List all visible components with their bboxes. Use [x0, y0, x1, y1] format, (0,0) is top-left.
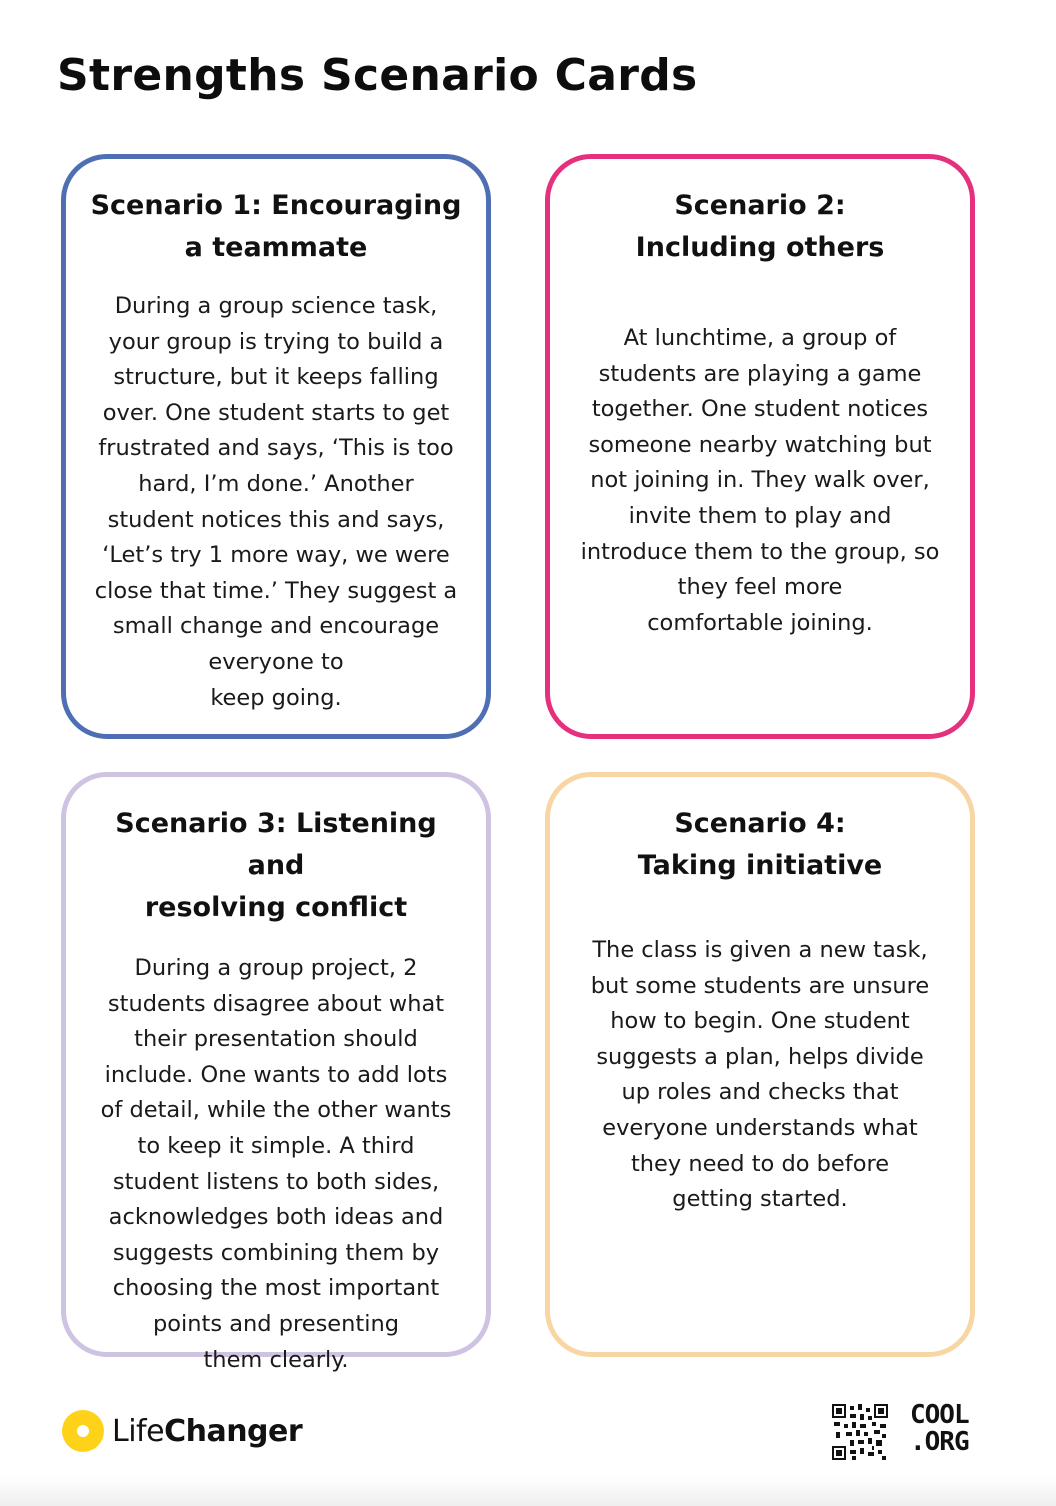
- card-body-line: hard, I’m done.’ Another: [138, 470, 414, 497]
- card-body-line: up roles and checks that: [621, 1079, 899, 1106]
- card-title: [570, 185, 950, 269]
- lifechanger-logo: [62, 1410, 302, 1452]
- card-body-line: acknowledges both ideas and: [108, 1204, 444, 1231]
- cool-org-line-2: .ORG: [910, 1427, 969, 1457]
- card-body: [86, 289, 466, 716]
- scenario-card-2: [545, 154, 975, 739]
- card-body-line: During a group science task,: [114, 293, 438, 319]
- card-body-line: ‘Let’s try 1 more way, we were: [102, 542, 450, 569]
- scenario-card-1: [61, 154, 491, 739]
- card-body-line: they need to do before: [630, 1150, 890, 1177]
- card-body-line: keep going.: [210, 684, 342, 711]
- lifechanger-dot-icon: [62, 1410, 104, 1452]
- card-title: [86, 185, 466, 269]
- card-title-line: Scenario 3: Listening and: [115, 808, 437, 881]
- card-title-line: Including others: [635, 232, 885, 263]
- card-body-line: someone nearby watching but: [588, 431, 932, 458]
- card-body: [570, 933, 950, 1218]
- card-body-line: introduce them to the group, so: [580, 538, 940, 565]
- card-body-line: comfortable joining.: [647, 609, 873, 636]
- card-title-line: a teammate: [184, 232, 368, 263]
- page-bottom-edge: [0, 1476, 1056, 1506]
- card-body-line: getting started.: [672, 1186, 848, 1213]
- card-body-line: not joining in. They walk over,: [590, 467, 930, 494]
- card-body-line: everyone understands what: [602, 1114, 918, 1141]
- card-body-line: close that time.’ They suggest a: [94, 577, 458, 604]
- brand-light: Life: [112, 1413, 165, 1449]
- card-body-line: how to begin. One student: [610, 1008, 910, 1035]
- card-body-line: their presentation should: [134, 1026, 418, 1053]
- card-body-line: include. One wants to add lots: [104, 1061, 448, 1088]
- card-body-line: but some students are unsure: [590, 972, 930, 999]
- card-body-line: of detail, while the other wants: [100, 1097, 452, 1124]
- card-body-line: everyone to: [208, 648, 344, 675]
- cool-org-logo: [910, 1402, 969, 1456]
- card-body-line: students are playing a game: [598, 360, 922, 387]
- card-title-line: resolving conflict: [144, 892, 408, 923]
- card-title-line: Scenario 1: Encouraging: [90, 190, 462, 221]
- page-title: Strengths Scenario Cards: [57, 50, 698, 101]
- card-body-line: them clearly.: [203, 1346, 349, 1373]
- lifechanger-wordmark: [112, 1414, 302, 1449]
- qr-code-icon: [832, 1404, 888, 1460]
- card-body-line: students disagree about what: [107, 990, 445, 1017]
- card-body-line: over. One student starts to get: [102, 399, 450, 426]
- card-title-line: Taking initiative: [637, 850, 883, 881]
- card-body-line: During a group project, 2: [134, 955, 418, 981]
- card-body-line: frustrated and says, ‘This is too: [98, 435, 454, 462]
- card-title: [570, 803, 950, 887]
- card-body-line: small change and encourage: [112, 613, 440, 640]
- card-body-line: to keep it simple. A third: [137, 1132, 415, 1159]
- card-body-line: student listens to both sides,: [112, 1168, 440, 1195]
- card-title: [86, 803, 466, 929]
- card-body: [86, 951, 466, 1378]
- card-title-line: Scenario 2:: [674, 190, 846, 221]
- cool-org-line-1: COOL: [910, 1400, 969, 1430]
- card-body-line: structure, but it keeps falling: [113, 364, 439, 391]
- card-title-line: Scenario 4:: [674, 808, 846, 839]
- card-body-line: suggests a plan, helps divide: [596, 1043, 924, 1070]
- scenario-card-3: [61, 772, 491, 1373]
- card-body-line: suggests combining them by: [112, 1239, 440, 1266]
- card-body-line: points and presenting: [152, 1310, 400, 1337]
- card-body-line: your group is trying to build a: [108, 328, 444, 355]
- brand-bold: Changer: [164, 1413, 303, 1449]
- card-body: [570, 321, 950, 641]
- card-body-line: they feel more: [677, 574, 843, 601]
- card-body-line: invite them to play and: [628, 502, 892, 529]
- scenario-card-4: [545, 772, 975, 1357]
- card-body-line: At lunchtime, a group of: [623, 325, 897, 351]
- card-body-line: The class is given a new task,: [592, 937, 928, 963]
- card-body-line: together. One student notices: [591, 396, 929, 423]
- card-body-line: choosing the most important: [112, 1275, 440, 1302]
- card-body-line: student notices this and says,: [107, 506, 445, 533]
